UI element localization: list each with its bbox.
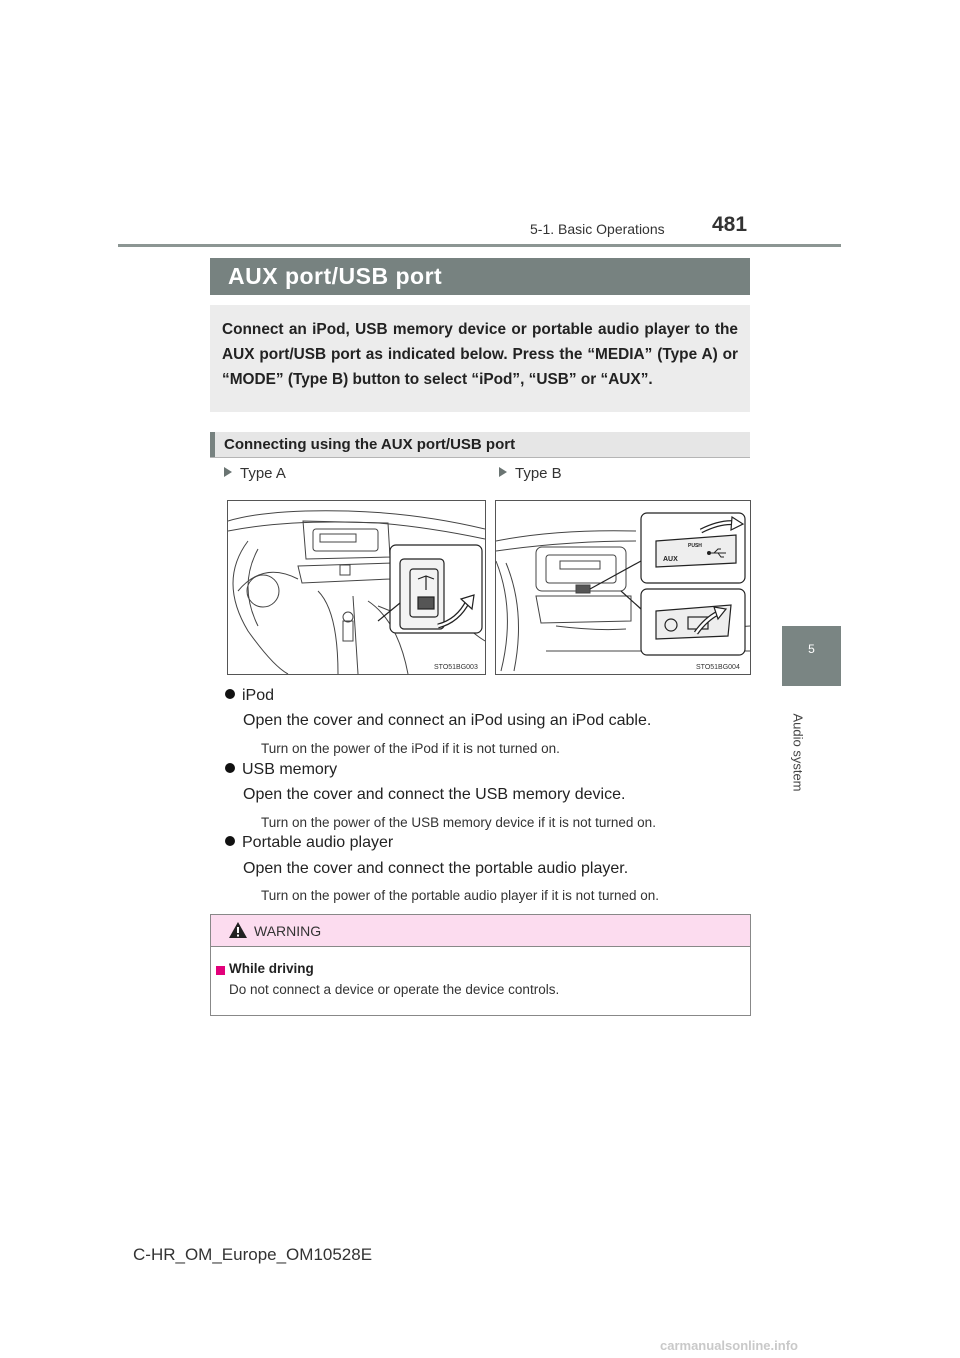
dashboard-a-drawing: [228, 501, 485, 674]
type-a-label: [224, 465, 286, 482]
item-usb-title: [225, 761, 337, 779]
bullet-icon: [225, 689, 235, 699]
warning-triangle-icon: [228, 921, 248, 939]
subheading: Connecting using the AUX port/USB port: [224, 436, 516, 453]
warning-subtitle: While driving: [229, 961, 314, 976]
section-title: 5-1. Basic Operations: [530, 221, 665, 237]
type-b-text: Type B: [515, 465, 562, 482]
bullet-icon: [225, 763, 235, 773]
type-a-illustration: [227, 500, 486, 675]
item-title-text: iPod: [242, 687, 275, 704]
push-label: PUSH: [688, 543, 702, 549]
item-usb-note: Turn on the power of the USB memory device if it is not turned on.: [261, 815, 656, 830]
bullet-icon: [225, 836, 235, 846]
intro-text: Connect an iPod, USB memory device or portable audio player to the AUX port/USB port as indicated below. Press the “MEDIA” (Type A) or “MODE” (Type B) button to select “iPod”, “USB” or “AUX”.: [222, 321, 738, 388]
page-number: 481: [712, 213, 748, 236]
page-title: AUX port/USB port: [228, 263, 443, 289]
item-ipod-title: [225, 687, 274, 705]
item-usb-instruction: Open the cover and connect the USB memory device.: [243, 786, 626, 803]
warning-box: [210, 914, 751, 1016]
item-portable-note: Turn on the power of the portable audio player if it is not turned on.: [261, 888, 659, 903]
type-a-text: Type A: [240, 465, 286, 482]
warning-body: Do not connect a device or operate the device controls.: [229, 982, 560, 997]
watermark: carmanualsonline.info: [660, 1338, 798, 1353]
chapter-number: 5: [808, 642, 815, 656]
item-portable-title: [225, 834, 393, 852]
warning-square-icon: [216, 966, 225, 975]
chapter-tab-divider: [782, 684, 841, 686]
subheading-accent: [210, 432, 215, 457]
subheading-bar: [210, 432, 750, 458]
aux-label: AUX: [663, 556, 678, 563]
header-divider: [118, 244, 841, 247]
dashboard-b-drawing: [496, 501, 750, 674]
triangle-bullet-icon: [224, 467, 232, 477]
chapter-label-container: [783, 690, 805, 820]
warning-header: [211, 915, 750, 947]
chapter-label: Audio system: [790, 713, 806, 792]
item-portable-instruction: Open the cover and connect the portable audio player.: [243, 860, 629, 877]
warning-title: WARNING: [254, 923, 322, 939]
type-b-label: [499, 465, 562, 482]
type-b-illustration: [495, 500, 751, 675]
type-a-image-code: STO51BG003: [434, 664, 478, 671]
item-ipod-instruction: Open the cover and connect an iPod using an iPod cable.: [243, 712, 652, 729]
page-title-bar: [210, 258, 750, 295]
item-ipod-note: Turn on the power of the iPod if it is not turned on.: [261, 741, 560, 756]
triangle-bullet-icon: [499, 467, 507, 477]
item-title-text: Portable audio player: [242, 834, 394, 851]
intro-box: [210, 305, 750, 412]
document-code: C-HR_OM_Europe_OM10528E: [133, 1245, 373, 1264]
type-b-image-code: STO51BG004: [696, 664, 740, 671]
item-title-text: USB memory: [242, 761, 338, 778]
chapter-tab: [782, 626, 841, 684]
